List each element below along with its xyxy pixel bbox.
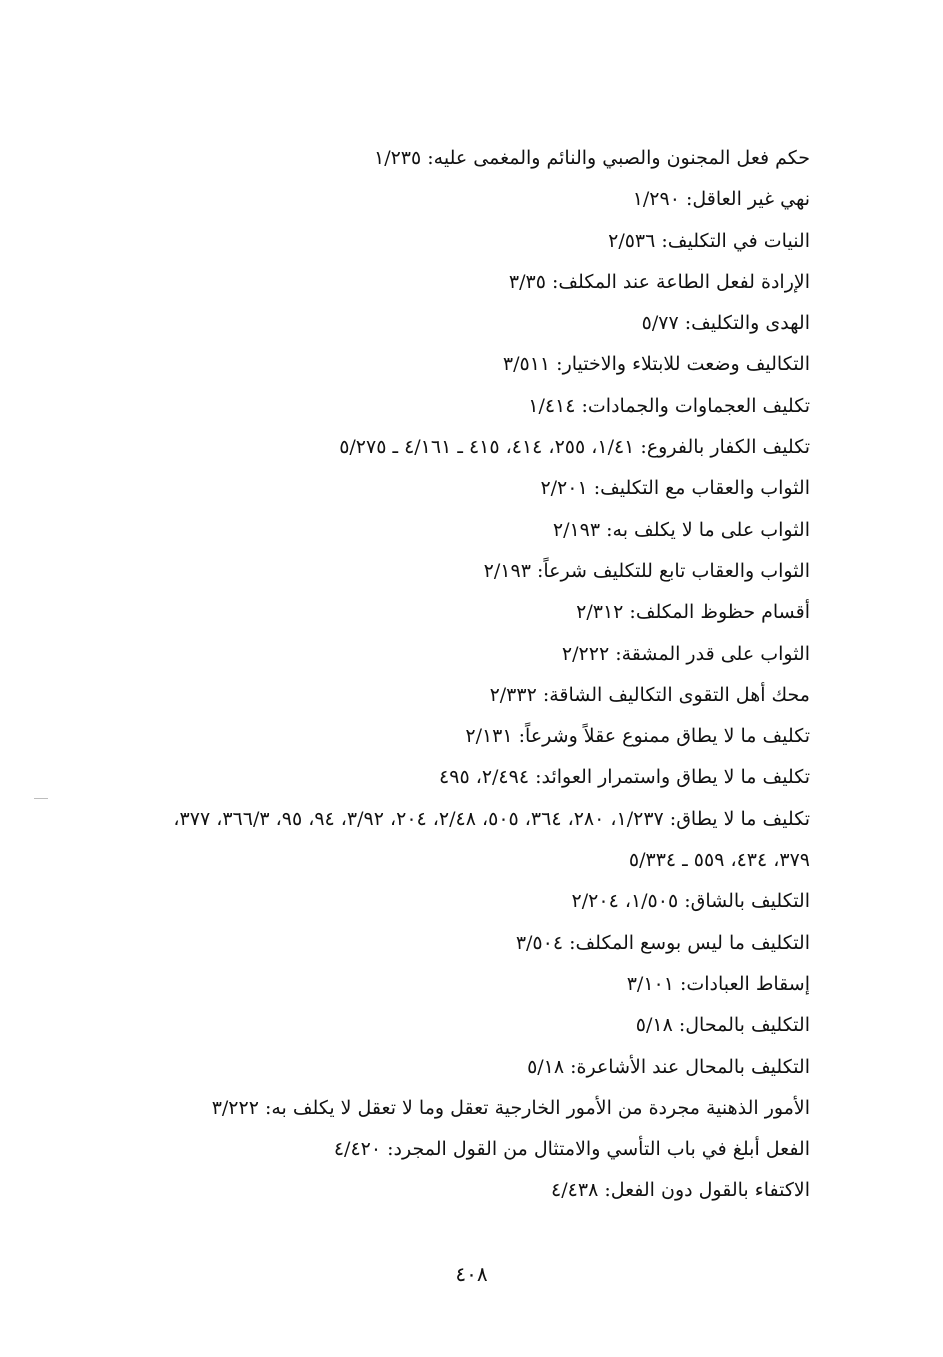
index-entry: الثواب والعقاب تابع للتكليف شرعاً: ٢/١٩٣ xyxy=(483,559,810,582)
index-entry: الاكتفاء بالقول دون الفعل: ٤/٤٣٨ xyxy=(551,1179,810,1202)
index-entry: التكاليف وضعت للابتلاء والاختيار: ٣/٥١١ xyxy=(502,353,810,376)
index-entry: إسقاط العبادات: ٣/١٠١ xyxy=(626,972,810,995)
index-entry: الفعل أبلغ في باب التأسي والامتثال من القول المجرد: ٤/٤٢٠ xyxy=(333,1138,810,1161)
index-entry: تكليف العجماوات والجمادات: ١/٤١٤ xyxy=(528,394,810,417)
index-entry-list xyxy=(150,138,810,1212)
index-entry: الثواب والعقاب مع التكليف: ٢/٢٠١ xyxy=(540,477,810,500)
index-entry: الهدى والتكليف: ٥/٧٧ xyxy=(641,312,810,335)
index-entry: تكليف ما لا يطاق واستمرار العوائد: ٢/٤٩٤، ٤٩٥ xyxy=(439,766,810,789)
index-entry: الثواب على قدر المشقة: ٢/٢٢٢ xyxy=(561,642,810,665)
index-entry: تكليف ما لا يطاق ممنوع عقلاً وشرعاً: ٢/١٣١ xyxy=(465,725,810,748)
index-entry: النيات في التكليف: ٢/٥٣٦ xyxy=(608,229,810,252)
index-entry: تكليف ما لا يطاق: ١/٢٣٧، ٢٨٠، ٣٦٤، ٥٠٥، ٢/٤٨، ٢٠٤، ٣/٩٢، ٩٤، ٩٥، ٣٦٦/٣، ٣٧٧، ٣٧٩، ٤٣٤، ٥٥٩ ـ ٥/٣٣٤ xyxy=(173,807,810,872)
index-entry: أقسام حظوظ المكلف: ٢/٣١٢ xyxy=(576,601,810,624)
index-entry: التكليف ما ليس بوسع المكلف: ٣/٥٠٤ xyxy=(515,931,810,954)
margin-mark xyxy=(34,798,48,799)
index-entry: الأمور الذهنية مجردة من الأمور الخارجية تعقل وما لا تعقل لا يكلف به: ٣/٢٢٢ xyxy=(211,1096,810,1119)
index-entry: تكليف الكفار بالفروع: ١/٤١، ٢٥٥، ٤١٤، ٤١٥ ـ ٤/١٦١ ـ ٥/٢٧٥ xyxy=(339,436,810,459)
index-entry: محك أهل التقوى التكاليف الشاقة: ٢/٣٣٢ xyxy=(489,683,810,706)
index-entry: نهي غير العاقل: ١/٢٩٠ xyxy=(632,188,810,211)
index-entry: الثواب على ما لا يكلف به: ٢/١٩٣ xyxy=(552,518,810,541)
index-entry: التكليف بالمحال: ٥/١٨ xyxy=(635,1014,810,1037)
index-entry: حكم فعل المجنون والصبي والنائم والمغمى عليه: ١/٢٣٥ xyxy=(373,147,810,169)
index-entry: التكليف بالشاق: ١/٥٠٥، ٢/٢٠٤ xyxy=(571,890,810,913)
index-entry: التكليف بالمحال عند الأشاعرة: ٥/١٨ xyxy=(527,1055,810,1078)
page-number: ٤٠٨ xyxy=(455,1262,488,1286)
index-entry: الإرادة لفعل الطاعة عند المكلف: ٣/٣٥ xyxy=(508,270,810,293)
